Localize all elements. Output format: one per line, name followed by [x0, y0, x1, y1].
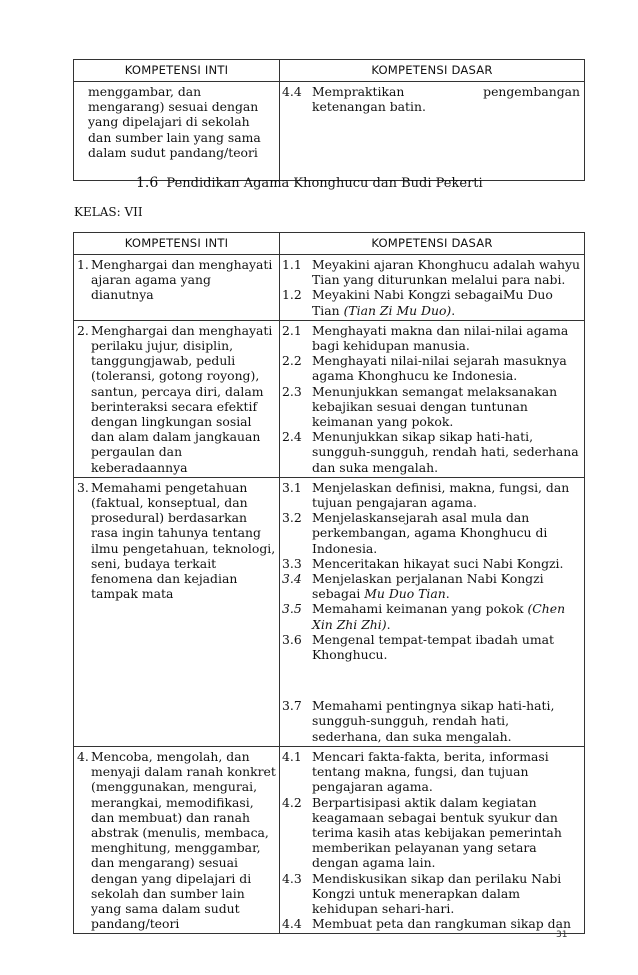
kd-text: [312, 510, 580, 556]
kd-item: [280, 601, 584, 631]
kd-text-main: Mendiskusikan sikap dan perilaku Nabi Kongzi untuk menerapkan dalam kehidupan sehari-hari.: [312, 870, 562, 916]
kd-text-main: Mengenal tempat-tempat ibadah umat Khonghucu.: [312, 631, 554, 663]
kd-text-tail: .: [451, 302, 456, 318]
kd-text-main: Memahami pentingnya sikap hati-hati, sungguh-sungguh, rendah hati, sederhana, dan suka mengalah.: [312, 698, 555, 744]
kd-number: 4.4: [282, 84, 302, 99]
kd-item: [280, 257, 584, 287]
kd-item: [280, 429, 584, 475]
kd-cell: [280, 255, 585, 321]
ki-cell: [74, 255, 280, 321]
ki-number: 2.: [77, 322, 89, 338]
kd-text: [312, 871, 580, 917]
kd-text-main: Menjelaskan definisi, makna, fungsi, dan tujuan pengajaran agama.: [312, 479, 570, 511]
table-header-row: [74, 233, 585, 255]
kd-number: 2.3: [282, 383, 302, 399]
table-row: [74, 82, 585, 181]
section-title: Pendidikan Agama Khonghucu dan Budi Pekerti: [166, 176, 483, 191]
kd-number: 4.1: [282, 748, 302, 764]
kd-text: [312, 384, 580, 430]
kd-text: [312, 353, 580, 383]
kd-text-main: Menunjukkan semangat melaksanakan kebajikan sesuai dengan tuntunan keimanan yang pokok.: [312, 383, 558, 430]
kd-item: [280, 384, 584, 430]
kd-item: [280, 353, 584, 383]
kd-text-tail: .: [445, 586, 450, 602]
kd-text: [312, 698, 580, 744]
kd-number: 3.4: [282, 571, 302, 587]
kd-cell: [280, 320, 585, 477]
kd-text: [312, 480, 580, 510]
ki-text: Menghargai dan menghayati ajaran agama yang dianutnya: [91, 257, 273, 303]
kd-cell: [280, 82, 585, 181]
kd-text-main: Menghayati nilai-nilai sejarah masuknya agama Khonghucu ke Indonesia.: [312, 353, 567, 384]
ki-number: 4.: [77, 748, 89, 764]
kd-text: [312, 429, 580, 475]
kd-text-main: Memahami keimanan yang pokok: [312, 601, 524, 617]
page-number: 31: [556, 930, 568, 940]
kd-text-main: Menunjukkan sikap sikap hati-hati, sungguh-sungguh, rendah hati, sederhana dan suka mengalah.: [312, 429, 579, 475]
header-kompetensi-dasar: KOMPETENSI DASAR: [280, 60, 585, 82]
kd-text: [312, 323, 580, 353]
kd-item: [280, 287, 584, 317]
ki-text: Memahami pengetahuan (faktual, konseptual, dan prosedural) berdasarkan rasa ingin tahunya tentang ilmu pengetahuan, teknologi, seni, budaya terkait fenomena dan kejadian tampak mata: [91, 479, 276, 602]
kd-item: [280, 323, 584, 353]
kd-text: [312, 556, 580, 571]
kd-item: [280, 871, 584, 917]
class-label: KELAS: VII: [74, 205, 143, 219]
kd-number: 4.4: [282, 916, 302, 932]
kd-text: [312, 601, 580, 631]
kd-number: 3.5: [282, 601, 302, 617]
ki-number: 1.: [77, 257, 89, 272]
kd-text-main: Menghayati makna dan nilai-nilai agama bagi kehidupan manusia.: [312, 322, 569, 354]
ki-text: Menghargai dan menghayati perilaku jujur, disiplin, tanggungjawab, peduli (toleransi, gotong royong), santun, percaya diri, dalam berinteraksi secara efektif dengan lingkungan sosial dan alam dalam jangkauan pergaulan dan keberadaannya: [91, 322, 273, 475]
kd-text: [312, 287, 580, 317]
kd-cell: [280, 746, 585, 933]
kd-number: 3.1: [282, 479, 302, 495]
kd-item: [280, 510, 584, 556]
kd-text: [312, 749, 580, 795]
kd-number: 3.2: [282, 510, 302, 526]
kd-text: [312, 571, 580, 601]
kd-cell: [280, 477, 585, 746]
section-number: 1.6: [136, 175, 159, 191]
table-row: [74, 255, 585, 321]
kd-text-main: Menceritakan hikayat suci Nabi Kongzi.: [312, 555, 564, 571]
header-kompetensi-inti: KOMPETENSI INTI: [74, 233, 280, 255]
ki-number: 3.: [77, 479, 89, 495]
kd-text: Mempraktikan pengembangan ketenangan batin.: [312, 84, 580, 115]
competency-table-continued: [73, 59, 585, 181]
kd-text: [312, 257, 580, 287]
kd-text-main: Meyakini Nabi Kongzi sebagaiMu Duo Tian: [312, 287, 553, 318]
kd-number: 3.3: [282, 555, 302, 571]
kd-text-italic: (Chen Xin Zhi Zhi): [312, 601, 566, 632]
kd-number: 4.3: [282, 870, 302, 886]
kd-number: 2.4: [282, 429, 302, 445]
ki-cell: [74, 477, 280, 746]
header-kompetensi-inti: KOMPETENSI INTI: [74, 60, 280, 82]
kd-item: [280, 698, 584, 744]
table-row: [74, 746, 585, 933]
ki-text: Mencoba, mengolah, dan menyaji dalam ranah konkret (menggunakan, mengurai, merangkai, memodifikasi, dan membuat) dan ranah abstrak (menulis, membaca, menghitung, menggambar, dan mengarang) sesuai dengan yang dipelajari di sekolah dan sumber lain yang sama dalam sudut pandang/teori: [91, 748, 276, 932]
table-row: [74, 320, 585, 477]
ki-cell: [74, 746, 280, 933]
kd-text: [312, 632, 580, 662]
kd-item: [280, 916, 584, 931]
header-kompetensi-dasar: KOMPETENSI DASAR: [280, 233, 585, 255]
kd-number: 1.2: [282, 287, 302, 303]
ki-cell: [74, 320, 280, 477]
kd-item: [280, 571, 584, 601]
kd-text-tail: .: [386, 616, 391, 632]
kd-number: 4.2: [282, 794, 302, 810]
kd-number: 3.7: [282, 698, 302, 714]
kd-number: 1.1: [282, 257, 302, 272]
ki-text: menggambar, dan mengarang) sesuai dengan yang dipelajari di sekolah dan sumber lain yang sama dalam sudut pandang/teori: [88, 84, 261, 160]
kd-number: 2.1: [282, 322, 302, 338]
kd-item: [280, 749, 584, 795]
kd-text-main: Menjelaskan perjalanan Nabi Kongzi sebagai: [312, 571, 544, 602]
kd-text-main: Membuat peta dan rangkuman sikap dan: [312, 916, 571, 932]
kd-text-main: Menjelaskansejarah asal mula dan perkembangan, agama Khonghucu di Indonesia.: [312, 510, 548, 556]
kd-item: [280, 632, 584, 662]
section-heading: [136, 175, 483, 191]
kd-text: [312, 795, 580, 871]
kd-text-italic: Mu Duo Tian: [364, 586, 446, 602]
kd-text-main: Mencari fakta-fakta, berita, informasi tentang makna, fungsi, dan tujuan pengajaran agama.: [312, 748, 549, 795]
kd-text-italic: (Tian Zi Mu Duo): [343, 302, 452, 318]
kd-number: 3.6: [282, 631, 302, 647]
competency-table: [73, 232, 585, 934]
kd-text-main: Berpartisipasi aktik dalam kegiatan keagamaan sebagai bentuk syukur dan terima kasih atas kebijakan pemerintah memberikan pelayanan yang setara dengan agama lain.: [312, 794, 562, 871]
table-row: [74, 477, 585, 746]
table-header-row: [74, 60, 585, 82]
kd-item: [280, 480, 584, 510]
kd-text: [312, 916, 580, 931]
ki-cell: [74, 82, 280, 181]
kd-item: [280, 795, 584, 871]
kd-item: [280, 84, 584, 114]
kd-text-main: Meyakini ajaran Khonghucu adalah wahyu Tian yang diturunkan melalui para nabi.: [312, 257, 580, 288]
kd-number: 2.2: [282, 353, 302, 369]
competency-table-body: [74, 255, 585, 934]
kd-item: [280, 556, 584, 571]
